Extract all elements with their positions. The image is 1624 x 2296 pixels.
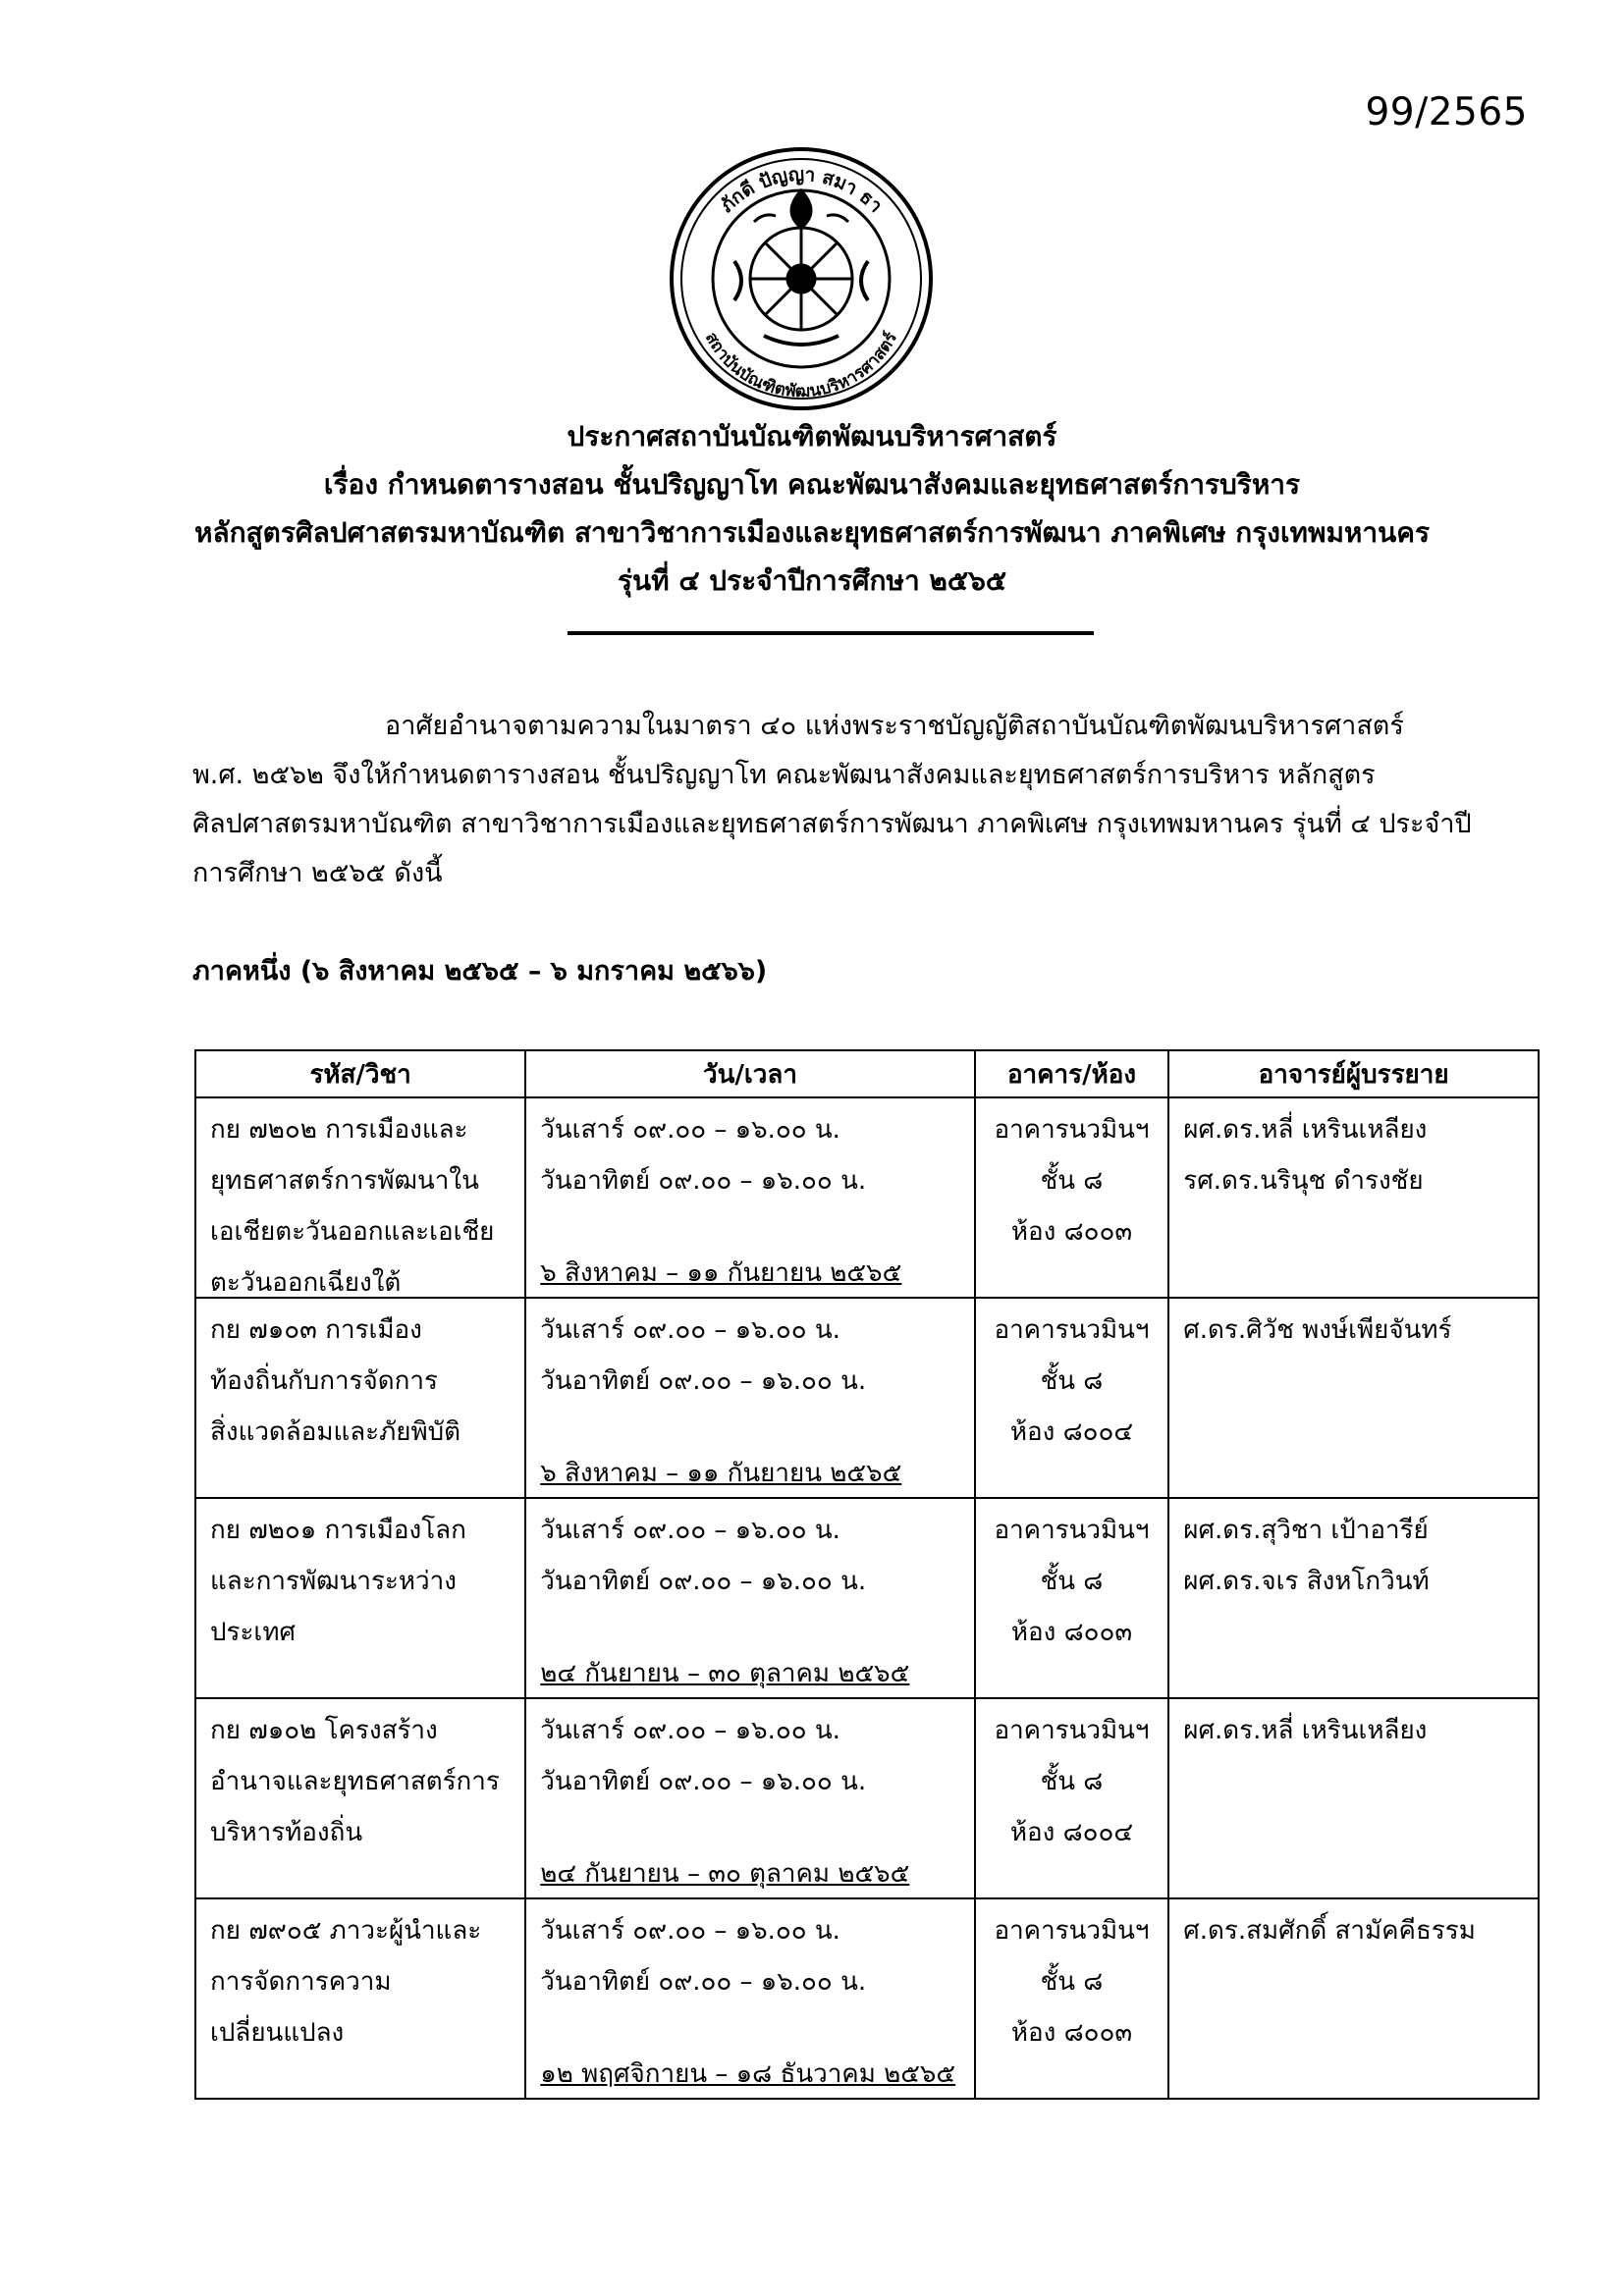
- table-header-row: [195, 1050, 1539, 1097]
- body-line-2: พ.ศ. ๒๕๖๒ จึงให้กำหนดตารางสอน ชั้นปริญญาโท คณะพัฒนาสังคมและยุทธศาสตร์การบริหาร หลักสูตร: [192, 760, 1376, 790]
- time-saturday: วันเสาร์ ๐๙.๐๐ – ๑๖.๐๐ น.: [540, 1315, 840, 1345]
- announcement-line-1: ประกาศสถาบันบัณฑิตพัฒนบริหารศาสตร์: [567, 420, 1057, 453]
- time-sunday: วันอาทิตย์ ๐๙.๐๐ – ๑๖.๐๐ น.: [540, 1166, 867, 1196]
- subject-line: ยุทธศาสตร์การพัฒนาใน: [210, 1166, 479, 1196]
- time-sunday: วันอาทิตย์ ๐๙.๐๐ – ๑๖.๐๐ น.: [540, 1567, 867, 1596]
- table-row: [195, 1898, 1539, 2099]
- lecturer-name: ศ.ดร.ศิวัช พงษ์เพียจันทร์: [1183, 1315, 1452, 1345]
- subject-line: กย ๗๑๐๒ โครงสร้าง: [210, 1716, 438, 1745]
- header-time: วัน/เวลา: [525, 1050, 975, 1097]
- building-line: ชั้น ๘: [1040, 1166, 1104, 1196]
- time-saturday: วันเสาร์ ๐๙.๐๐ – ๑๖.๐๐ น.: [540, 1916, 840, 1946]
- building-line: ชั้น ๘: [1040, 1366, 1104, 1396]
- svg-text:สถาบันบัณฑิตพัฒนบริหารศาสตร์: [701, 328, 902, 401]
- room-cell: [975, 1698, 1169, 1898]
- subject-line: กย ๗๑๐๓ การเมือง: [210, 1315, 422, 1345]
- lecturer-name: ผศ.ดร.จเร สิงหโกวินท์: [1183, 1567, 1430, 1596]
- subject-line: ประเทศ: [210, 1618, 296, 1647]
- body-line-4: การศึกษา ๒๕๖๕ ดังนี้: [192, 858, 443, 888]
- building-line: อาคารนวมินฯ: [994, 1916, 1150, 1946]
- title-divider: [568, 631, 1094, 635]
- subject-line: สิ่งแวดล้อมและภัยพิบัติ: [210, 1417, 461, 1447]
- date-range: ๖ สิงหาคม – ๑๑ กันยายน ๒๕๖๕: [540, 1258, 902, 1288]
- announcement-line-2: เรื่อง กำหนดตารางสอน ชั้นปริญญาโท คณะพัฒนาสังคมและยุทธศาสตร์การบริหาร: [323, 468, 1301, 501]
- time-cell: [525, 1898, 975, 2099]
- lecturer-cell: [1168, 1298, 1539, 1498]
- building-line: อาคารนวมินฯ: [994, 1716, 1150, 1745]
- date-range: ๖ สิงหาคม – ๑๑ กันยายน ๒๕๖๕: [540, 1459, 902, 1488]
- lecturer-cell: [1168, 1898, 1539, 2099]
- subject-line: กย ๗๒๐๒ การเมืองและ: [210, 1115, 468, 1145]
- subject-line: ท้องถิ่นกับการจัดการ: [210, 1366, 438, 1396]
- subject-line: กย ๗๒๐๑ การเมืองโลก: [210, 1516, 466, 1545]
- announcement-title: [0, 412, 1624, 605]
- building-line: ห้อง ๘๐๐๓: [1010, 2018, 1133, 2048]
- body-paragraph: [192, 702, 1479, 898]
- date-range: ๒๔ กันยายน – ๓๐ ตุลาคม ๒๕๖๕: [540, 1859, 910, 1889]
- header-lecturer: อาจารย์ผู้บรรยาย: [1168, 1050, 1539, 1097]
- building-line: ห้อง ๘๐๐๓: [1010, 1618, 1133, 1647]
- lecturer-cell: [1168, 1498, 1539, 1698]
- subject-line: ตะวันออกเฉียงใต้: [210, 1268, 402, 1298]
- subject-line: กย ๗๙๐๕ ภาวะผู้นำและ: [210, 1916, 482, 1946]
- room-cell: [975, 1898, 1169, 2099]
- time-saturday: วันเสาร์ ๐๙.๐๐ – ๑๖.๐๐ น.: [540, 1716, 840, 1745]
- subject-cell: [195, 1298, 525, 1498]
- subject-cell: [195, 1898, 525, 2099]
- room-cell: [975, 1097, 1169, 1298]
- time-cell: [525, 1298, 975, 1498]
- building-line: ห้อง ๘๐๐๔: [1009, 1818, 1134, 1847]
- building-line: ชั้น ๘: [1040, 1767, 1104, 1796]
- building-line: ชั้น ๘: [1040, 1967, 1104, 1997]
- subject-line: บริหารท้องถิ่น: [210, 1818, 363, 1847]
- announcement-line-4: รุ่นที่ ๔ ประจำปีการศึกษา ๒๕๖๕: [617, 564, 1007, 597]
- time-sunday: วันอาทิตย์ ๐๙.๐๐ – ๑๖.๐๐ น.: [540, 1767, 867, 1796]
- lecturer-name: ผศ.ดร.หลี่ เหรินเหลียง: [1183, 1115, 1428, 1145]
- header-subject: รหัส/วิชา: [195, 1050, 525, 1097]
- lecturer-cell: [1168, 1698, 1539, 1898]
- subject-cell: [195, 1698, 525, 1898]
- lecturer-cell: [1168, 1097, 1539, 1298]
- table-row: [195, 1298, 1539, 1498]
- lecturer-name: รศ.ดร.นรินุช ดำรงชัย: [1183, 1166, 1424, 1196]
- lecturer-name: ผศ.ดร.สุวิชา เป้าอารีย์: [1183, 1516, 1429, 1545]
- table-row: [195, 1097, 1539, 1298]
- date-range: ๑๒ พฤศจิกายน – ๑๘ ธันวาคม ๒๕๖๕: [540, 2059, 956, 2089]
- seal-bottom-text: สถาบันบัณฑิตพัฒนบริหารศาสตร์: [700, 329, 902, 402]
- schedule-table: [194, 1049, 1540, 2100]
- building-line: อาคารนวมินฯ: [994, 1516, 1150, 1545]
- date-range: ๒๔ กันยายน – ๓๐ ตุลาคม ๒๕๖๕: [540, 1659, 910, 1688]
- time-cell: [525, 1097, 975, 1298]
- room-cell: [975, 1298, 1169, 1498]
- subject-line: อำนาจและยุทธศาสตร์การ: [210, 1767, 500, 1796]
- building-line: ห้อง ๘๐๐๔: [1009, 1417, 1134, 1447]
- building-line: อาคารนวมินฯ: [994, 1115, 1150, 1145]
- building-line: ห้อง ๘๐๐๓: [1010, 1217, 1133, 1247]
- time-cell: [525, 1698, 975, 1898]
- dharma-wheel-icon: [734, 190, 868, 345]
- table-row: [195, 1698, 1539, 1898]
- table-row: [195, 1498, 1539, 1698]
- building-line: ชั้น ๘: [1040, 1567, 1104, 1596]
- institution-seal-logo: [666, 143, 937, 414]
- header-room: อาคาร/ห้อง: [975, 1050, 1169, 1097]
- building-line: อาคารนวมินฯ: [994, 1315, 1150, 1345]
- lecturer-name: ศ.ดร.สมศักดิ์ สามัคคีธรรม: [1183, 1916, 1476, 1946]
- body-line-1: อาศัยอำนาจตามความในมาตรา ๔๐ แห่งพระราชบัญญัติสถาบันบัณฑิตพัฒนบริหารศาสตร์: [385, 711, 1404, 741]
- time-cell: [525, 1498, 975, 1698]
- subject-cell: [195, 1498, 525, 1698]
- announcement-line-3: หลักสูตรศิลปศาสตรมหาบัณฑิต สาขาวิชาการเมืองและยุทธศาสตร์การพัฒนา ภาคพิเศษ กรุงเทพมหานคร: [193, 516, 1430, 549]
- subject-cell: [195, 1097, 525, 1298]
- time-sunday: วันอาทิตย์ ๐๙.๐๐ – ๑๖.๐๐ น.: [540, 1366, 867, 1396]
- lecturer-name: ผศ.ดร.หลี่ เหรินเหลียง: [1183, 1716, 1428, 1745]
- seal-top-text: ภักดี ปัญญา สมา ธา: [716, 163, 887, 217]
- subject-line: การจัดการความ: [210, 1967, 392, 1997]
- time-sunday: วันอาทิตย์ ๐๙.๐๐ – ๑๖.๐๐ น.: [540, 1967, 867, 1997]
- term-heading: ภาคหนึ่ง (๖ สิงหาคม ๒๕๖๕ – ๖ มกราคม ๒๕๖๖): [192, 956, 768, 987]
- time-saturday: วันเสาร์ ๐๙.๐๐ – ๑๖.๐๐ น.: [540, 1115, 840, 1145]
- subject-line: และการพัฒนาระหว่าง: [210, 1567, 457, 1596]
- room-cell: [975, 1498, 1169, 1698]
- document-number: 99/2565: [1365, 90, 1528, 134]
- time-saturday: วันเสาร์ ๐๙.๐๐ – ๑๖.๐๐ น.: [540, 1516, 840, 1545]
- body-line-3: ศิลปศาสตรมหาบัณฑิต สาขาวิชาการเมืองและยุทธศาสตร์การพัฒนา ภาคพิเศษ กรุงเทพมหานคร รุ่นที่ ๔ ประจำปี: [192, 809, 1472, 839]
- subject-line: เอเชียตะวันออกและเอเชีย: [210, 1217, 495, 1247]
- subject-line: เปลี่ยนแปลง: [210, 2018, 345, 2048]
